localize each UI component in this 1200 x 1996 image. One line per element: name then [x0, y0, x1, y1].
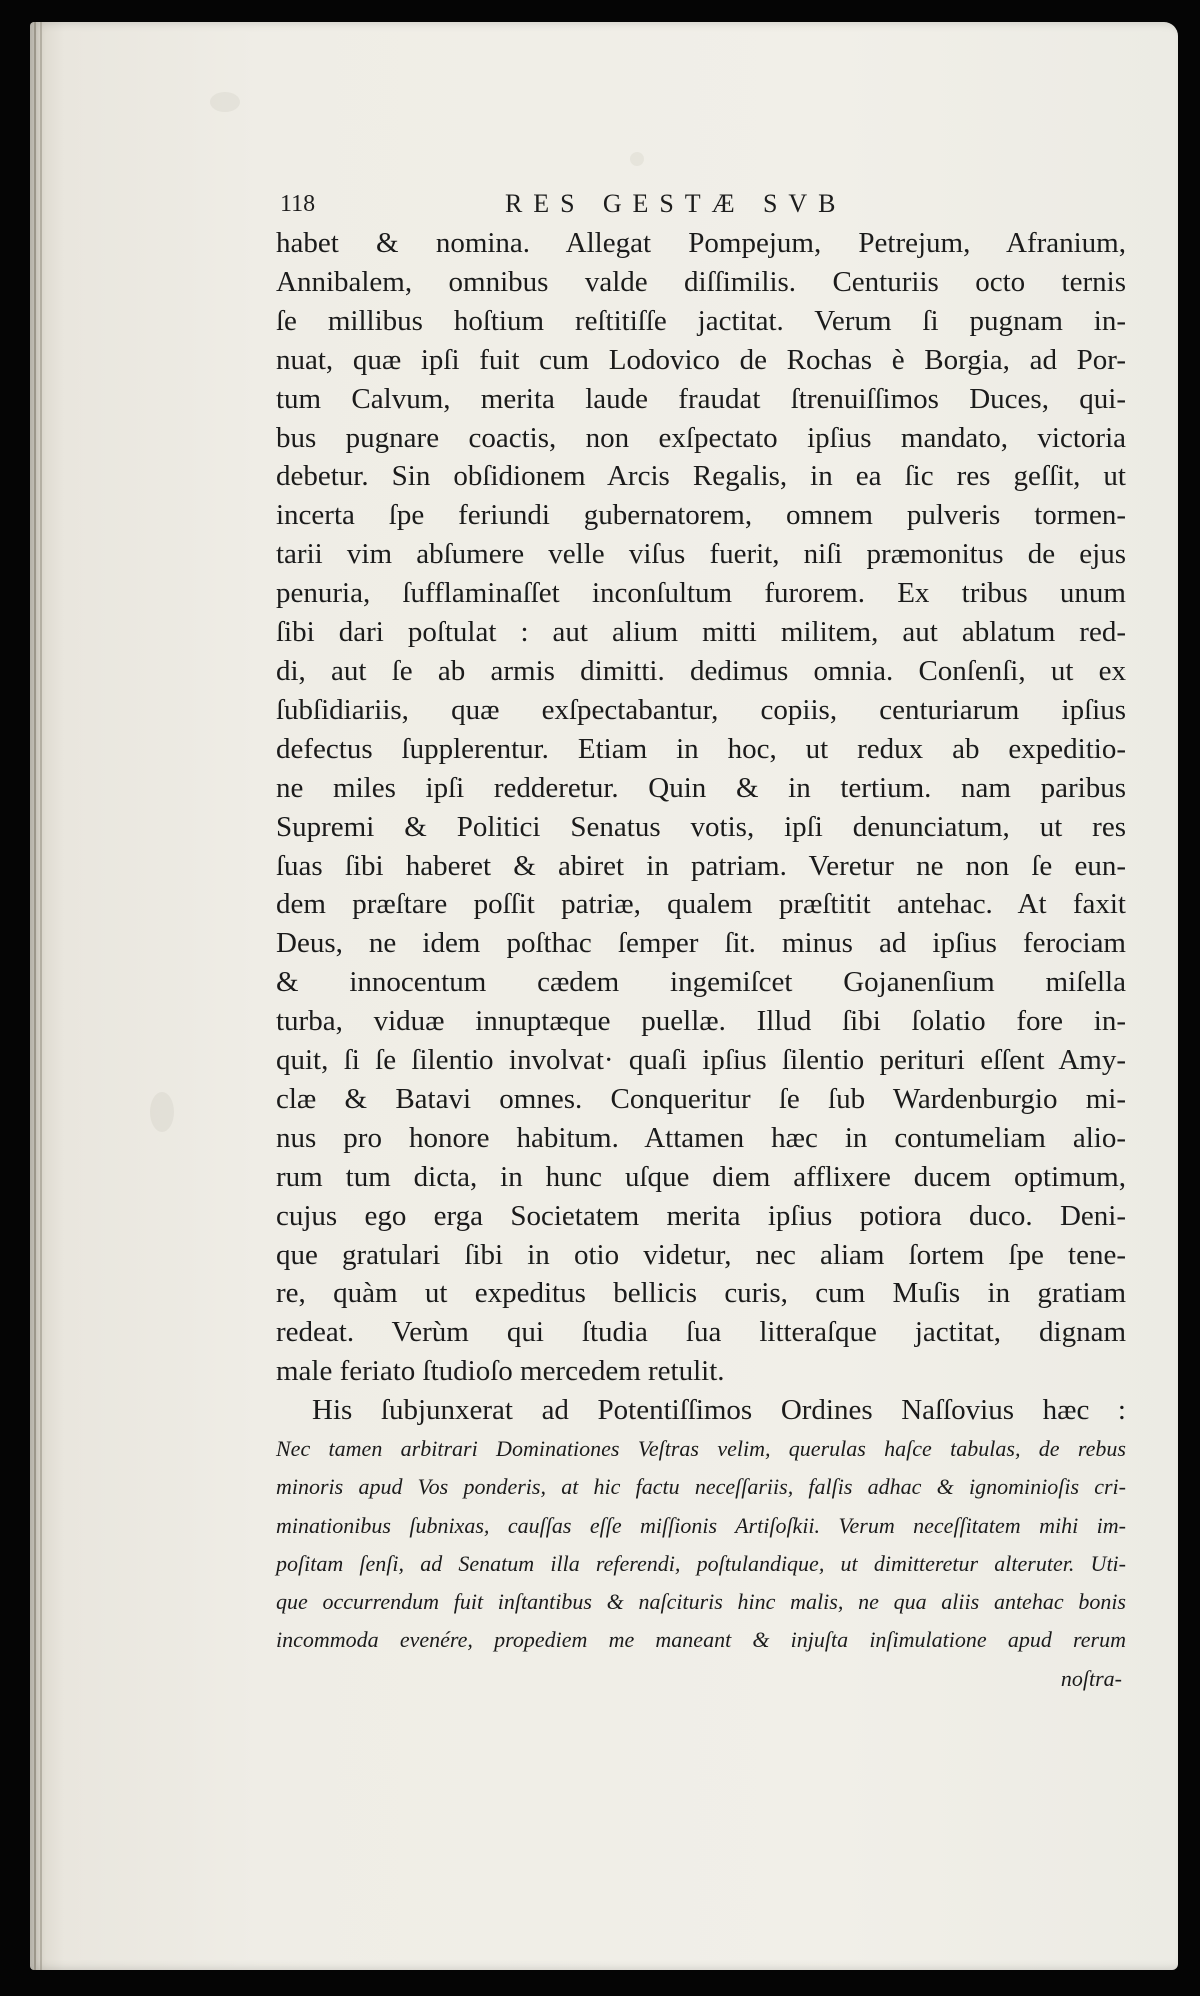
text-line: cujus ego erga Societatem merita ipſius potiora duco. Deni-	[276, 1199, 1126, 1232]
italic-line: que occurrendum fuit inſtantibus & naſcituris hinc malis, ne qua aliis antehac bonis	[276, 1588, 1126, 1614]
text-line: debetur. Sin obſidionem Arcis Regalis, in ea ſic res geſſit, ut	[276, 460, 1126, 493]
text-line: clæ & Batavi omnes. Conqueritur ſe ſub Wardenburgio mi-	[276, 1082, 1126, 1115]
text-line: ſibi dari poſtulat : aut alium mitti militem, aut ablatum red-	[276, 616, 1126, 649]
page-edge-line	[34, 22, 36, 1970]
text-line: quit, ſi ſe ſilentio involvat· quaſi ipſius ſilentio perituri eſſent Amy-	[276, 1044, 1126, 1077]
text-line: ſe millibus hoſtium reſtitiſſe jactitat. Verum ſi pugnam in-	[276, 304, 1126, 337]
text-line: ne miles ipſi redderetur. Quin & in tertium. nam paribus	[276, 771, 1126, 804]
italic-line: poſitam ſenſi, ad Senatum illa referendi, poſtulandique, ut dimitteretur alteruter. Uti-	[276, 1550, 1126, 1576]
paragraph-2-opening: His ſubjunxerat ad Potentiſſimos Ordines Naſſovius hæc :	[312, 1394, 1126, 1427]
paper-stain	[150, 1092, 174, 1132]
text-line: habet & nomina. Allegat Pompejum, Petrejum, Afranium,	[276, 227, 1126, 259]
text-line: nuat, quæ ipſi fuit cum Lodovico de Rochas è Borgia, ad Por-	[276, 343, 1126, 376]
running-title: RES GESTÆ SVB	[505, 189, 847, 218]
italic-quotation	[276, 1430, 1126, 1659]
text-line: Supremi & Politici Senatus votis, ipſi denunciatum, ut res	[276, 810, 1126, 843]
text-line: bus pugnare coactis, non exſpectato ipſius mandato, victoria	[276, 421, 1126, 454]
italic-line: minoris apud Vos ponderis, at hic factu neceſſariis, falſis adhac & ignominioſis cri-	[276, 1474, 1126, 1500]
page-body-text	[276, 224, 1126, 1699]
paper-stain	[630, 152, 644, 166]
text-line: ſuas ſibi haberet & abiret in patriam. Veretur ne non ſe eun-	[276, 849, 1126, 882]
text-line: male feriato ſtudioſo mercedem retulit.	[276, 1355, 725, 1388]
text-line: Deus, ne idem poſthac ſemper ſit. minus ad ipſius ferociam	[276, 927, 1126, 960]
text-line: redeat. Verùm qui ſtudia ſua litteraſque jactitat, dignam	[276, 1316, 1126, 1349]
text-line: dem præſtare poſſit patriæ, qualem præſtitit antehac. At faxit	[276, 888, 1126, 921]
running-head	[280, 185, 1100, 225]
text-line: ſubſidiariis, quæ exſpectabantur, copiis, centuriarum ipſius	[276, 693, 1126, 726]
page-number: 118	[280, 191, 316, 217]
paragraph-1	[276, 224, 1126, 1391]
text-line: penuria, ſufflaminaſſet inconſultum furorem. Ex tribus unum	[276, 577, 1126, 610]
text-line: turba, viduæ innuptæque puellæ. Illud ſibi ſolatio fore in-	[276, 1005, 1126, 1038]
text-line: di, aut ſe ab armis dimitti. dedimus omnia. Conſenſi, ut ex	[276, 654, 1126, 687]
text-line: Annibalem, omnibus valde diſſimilis. Centuriis octo ternis	[276, 265, 1126, 298]
italic-line: Nec tamen arbitrari Dominationes Veſtras velim, querulas haſce tabulas, de rebus	[276, 1436, 1126, 1462]
italic-line: minationibus ſubnixas, cauſſas eſſe miſſionis Artiſoſkii. Verum neceſſitatem mihi im-	[276, 1512, 1126, 1538]
italic-line: incommoda evenére, propediem me maneant & injuſta inſimulatione apud rerum	[276, 1627, 1126, 1653]
text-line: defectus ſupplerentur. Etiam in hoc, ut redux ab expeditio-	[276, 732, 1126, 765]
text-line: incerta ſpe feriundi gubernatorem, omnem pulveris tormen-	[276, 499, 1126, 532]
text-line: rum tum dicta, in hunc uſque diem afflixere ducem optimum,	[276, 1160, 1126, 1193]
text-line: tarii vim abſumere velle viſus fuerit, niſi præmonitus de ejus	[276, 538, 1126, 571]
text-line: tum Calvum, merita laude fraudat ſtrenuiſſimos Duces, qui-	[276, 382, 1126, 415]
text-line: nus pro honore habitum. Attamen hæc in contumeliam alio-	[276, 1121, 1126, 1154]
paper-stain	[210, 92, 240, 112]
catchword: noſtra-	[1060, 1666, 1122, 1692]
page-edge-line	[40, 22, 42, 1970]
text-line: re, quàm ut expeditus bellicis curis, cum Muſis in gratiam	[276, 1277, 1126, 1310]
text-line: & innocentum cædem ingemiſcet Gojanenſium miſella	[276, 966, 1126, 999]
text-line: que gratulari ſibi in otio videtur, nec aliam ſortem ſpe tene-	[276, 1238, 1126, 1271]
